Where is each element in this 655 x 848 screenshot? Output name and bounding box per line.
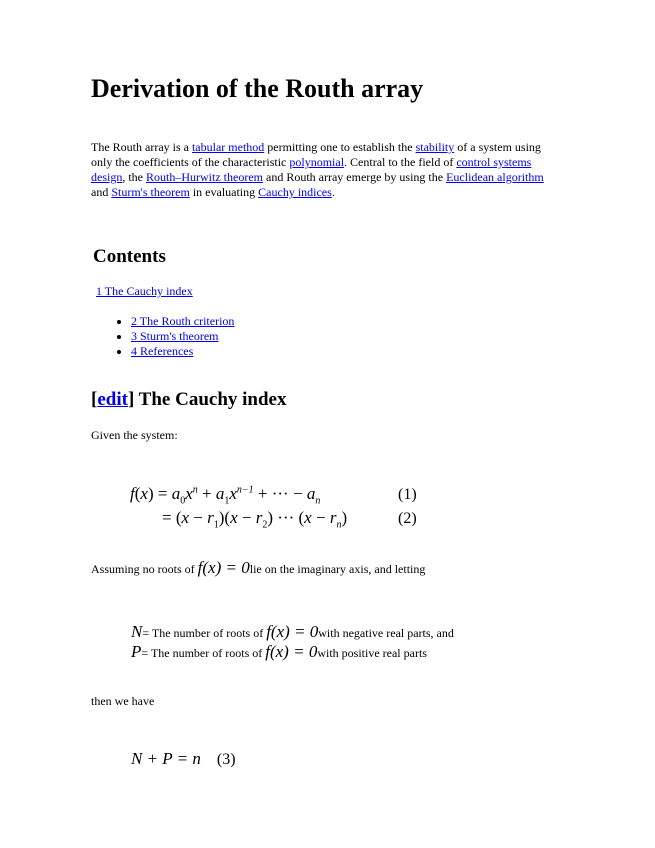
equation-number-2: (2) (398, 510, 417, 527)
definition-text: = The number of roots of (141, 646, 266, 660)
inline-math: f(x) = 0 (265, 642, 318, 661)
symbol-n: N (131, 622, 143, 641)
page-title: Derivation of the Routh array (91, 74, 424, 103)
toc-link[interactable]: 1 The Cauchy index (96, 284, 193, 298)
toc-item-cauchy-index (96, 284, 193, 299)
inline-math: f(x) = 0 (197, 558, 250, 577)
equation-number-3: (3) (216, 751, 236, 768)
definition-text: = The number of roots of (142, 626, 267, 640)
toc-list (110, 314, 234, 359)
link-routh-hurwitz-theorem[interactable]: Routh–Hurwitz theorem (146, 170, 263, 184)
intro-text: permitting one to establish the (264, 140, 416, 154)
intro-text: and Routh array emerge by using the (263, 170, 447, 184)
intro-text: The Routh array is a (91, 140, 192, 154)
toc-link[interactable]: 4 References (131, 344, 194, 358)
intro-text: of a system using only the coefficients of the characteristic (91, 140, 541, 169)
given-text: Given the system: (91, 428, 178, 442)
intro-text: in evaluating (189, 185, 259, 199)
link-control-systems-design[interactable]: control systems design (91, 155, 532, 184)
link-euclidean-algorithm[interactable]: Euclidean algorithm (446, 170, 544, 184)
intro-text: and (91, 185, 112, 199)
definition-p (131, 642, 427, 662)
then-text: then we have (91, 694, 155, 708)
toc-link[interactable]: 2 The Routh criterion (131, 314, 235, 328)
equation-2: = $(x - r_1)(x - r_2)$ ··· $(x - r_n)$ (162, 508, 348, 531)
equation-number-1: (1) (398, 486, 417, 503)
definition-n (131, 622, 454, 642)
equation-1: $f(x) = a_0x^n + a_1x^{n-1}$ + ··· − $a_n$ (130, 484, 321, 507)
link-cauchy-indices[interactable]: Cauchy indices (258, 185, 332, 199)
intro-text: . Central to the field of (344, 155, 457, 169)
toc-item-sturms-theorem (131, 329, 234, 344)
intro-text: , the (122, 170, 147, 184)
assuming-before: Assuming no roots of (91, 562, 198, 576)
toc-item-routh-criterion (131, 314, 234, 329)
equation-3 (131, 749, 236, 769)
section-heading-text: The Cauchy index (134, 389, 287, 410)
intro-text: . (331, 185, 335, 199)
link-stability[interactable]: stability (415, 140, 455, 154)
definition-tail: with negative real parts, and (318, 626, 454, 640)
contents-heading: Contents (93, 246, 166, 267)
section-heading (91, 389, 286, 411)
bracket: [ (91, 389, 98, 410)
symbol-p: P (131, 642, 142, 661)
link-polynomial[interactable]: polynomial (289, 155, 345, 169)
intro-paragraph (91, 140, 561, 200)
link-tabular-method[interactable]: tabular method (191, 140, 265, 154)
toc-link[interactable]: 3 Sturm's theorem (131, 329, 219, 343)
definition-tail: with positive real parts (317, 646, 427, 660)
toc-item-references (131, 344, 234, 359)
bracket: ] (127, 389, 135, 410)
assuming-after: lie on the imaginary axis, and letting (249, 562, 426, 576)
edit-link[interactable]: edit (97, 389, 128, 410)
equation-3-expr: N + P = n (131, 749, 201, 768)
link-sturms-theorem[interactable]: Sturm's theorem (111, 185, 190, 199)
assuming-text (91, 558, 425, 578)
inline-math: f(x) = 0 (266, 622, 319, 641)
